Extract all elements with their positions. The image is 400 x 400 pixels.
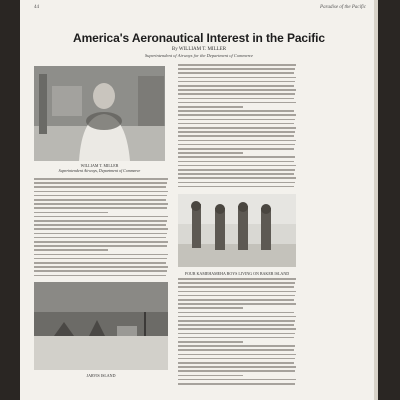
text-line — [178, 114, 296, 116]
text-line — [178, 286, 294, 288]
text-line — [34, 262, 166, 264]
text-line — [178, 375, 243, 377]
text-line — [34, 195, 167, 197]
page-edge — [374, 0, 378, 400]
text-line — [34, 266, 168, 268]
boys-photo — [178, 194, 296, 267]
text-line — [34, 207, 167, 209]
text-line — [34, 237, 166, 239]
text-line — [178, 282, 295, 284]
text-line — [178, 333, 295, 335]
text-line — [178, 177, 296, 179]
right-column-text-bottom — [178, 278, 296, 386]
text-line — [178, 68, 295, 70]
text-line — [178, 161, 294, 163]
boys-image — [178, 194, 296, 267]
text-line — [34, 224, 166, 226]
text-line — [34, 241, 168, 243]
text-line — [178, 337, 294, 339]
text-line — [178, 156, 295, 158]
text-line — [178, 93, 295, 95]
text-line — [178, 307, 243, 309]
text-line — [178, 341, 243, 343]
text-line — [178, 299, 294, 301]
text-line — [178, 110, 294, 112]
text-line — [178, 89, 296, 91]
boys-caption: FOUR KAMEHAMEHA BOYS LIVING ON BAKER ISLAND — [184, 271, 290, 276]
text-line — [34, 182, 167, 184]
portrait-caption-name: WILLIAM T. MILLER — [80, 163, 119, 168]
author-title: Superintendent of Airways for the Department of Commerce — [144, 53, 254, 58]
portrait-photo — [34, 66, 165, 161]
text-line — [178, 64, 296, 66]
portrait-caption-title: Superintendent Airways, Department of Commerce — [58, 168, 141, 173]
text-line — [178, 295, 295, 297]
article-byline: By WILLIAM T. MILLER — [171, 47, 227, 52]
text-line — [178, 358, 295, 360]
text-line — [178, 77, 296, 79]
text-line — [178, 278, 296, 280]
text-line — [178, 324, 294, 326]
text-line — [34, 254, 168, 256]
jarvis-caption: JARVIS ISLAND — [86, 373, 116, 378]
portrait-image — [34, 66, 165, 161]
text-line — [34, 270, 167, 272]
text-line — [178, 165, 296, 167]
text-line — [34, 212, 108, 214]
text-line — [178, 152, 243, 154]
text-line — [178, 98, 294, 100]
text-line — [178, 349, 294, 351]
text-line — [178, 123, 294, 125]
text-line — [178, 81, 295, 83]
text-line — [178, 148, 294, 150]
text-line — [178, 354, 296, 356]
text-line — [34, 275, 166, 277]
running-head: Paradise of the Pacific — [320, 5, 366, 10]
text-line — [178, 345, 295, 347]
text-line — [178, 119, 295, 121]
text-line — [178, 328, 296, 330]
text-line — [178, 291, 296, 293]
text-line — [178, 144, 295, 146]
text-line — [178, 182, 295, 184]
text-line — [34, 186, 166, 188]
text-line — [34, 191, 168, 193]
text-line — [34, 220, 167, 222]
jarvis-photo — [34, 282, 168, 370]
text-line — [178, 303, 296, 305]
text-line — [178, 383, 295, 385]
text-line — [178, 140, 296, 142]
text-line — [178, 135, 294, 137]
text-line — [34, 178, 168, 180]
text-line — [178, 379, 296, 381]
text-line — [178, 173, 294, 175]
text-line — [178, 366, 296, 368]
text-line — [178, 169, 295, 171]
text-line — [34, 199, 166, 201]
text-line — [34, 216, 168, 218]
text-line — [178, 106, 243, 108]
text-line — [178, 316, 296, 318]
text-line — [178, 370, 295, 372]
text-line — [34, 228, 168, 230]
text-line — [178, 362, 294, 364]
jarvis-image — [34, 282, 168, 370]
text-line — [34, 245, 167, 247]
text-line — [178, 312, 294, 314]
text-line — [34, 233, 167, 235]
text-line — [178, 85, 294, 87]
page-number: 44 — [34, 5, 39, 10]
article-title: America's Aeronautical Interest in the Pacific — [73, 31, 325, 45]
text-line — [178, 102, 296, 104]
magazine-page — [20, 0, 378, 400]
left-column-text — [34, 178, 168, 278]
text-line — [34, 249, 108, 251]
text-line — [178, 320, 295, 322]
right-column-text-top — [178, 64, 296, 189]
text-line — [178, 72, 294, 74]
text-line — [34, 258, 167, 260]
text-line — [178, 186, 294, 188]
text-line — [178, 131, 295, 133]
text-line — [34, 203, 168, 205]
text-line — [178, 127, 296, 129]
